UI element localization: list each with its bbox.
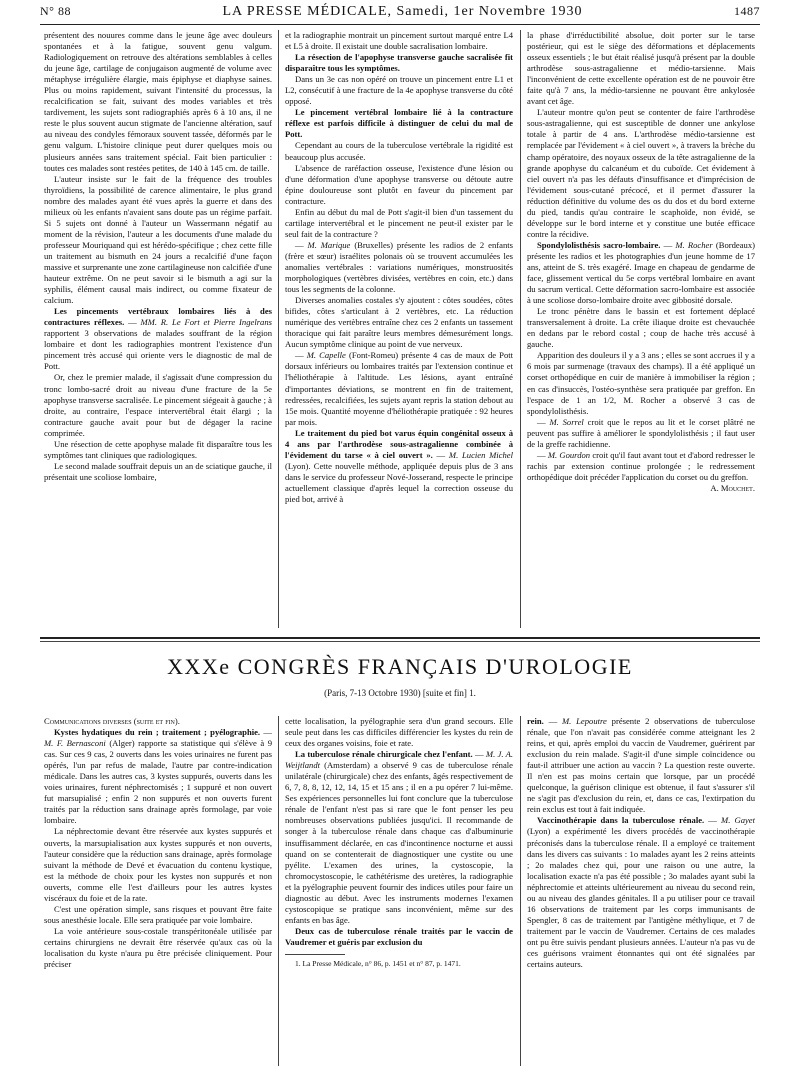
page-number-right: 1487 (733, 4, 760, 18)
author-name: M. Marique (307, 239, 351, 250)
article-title: Les pincements vertébraux lombaires liés à des contractures réflexes. (44, 306, 272, 328)
signature: A. Mouchet. (710, 482, 755, 493)
paragraph-text: croit que le repos au lit et le corset plâtré ne peuvent pas suffire à améliorer le spondylolisthésis ; il faut user de la greffe rachidienne. (527, 416, 755, 449)
running-header (40, 4, 760, 24)
paragraph: — M. Sorrel croit que le repos au lit et le corset plâtré ne peuvent pas suffire à améliorer le spondylolisthésis ; il faut user de la greffe rachidienne. (527, 416, 755, 449)
paragraph: présentent des nouures comme dans le jeune âge avec douleurs spontanées et à la fatigue, souvent genu valgum. Radiologiquement on retrouve des altérations semblables à celles du jeune âge, cartilage de conjugaison augmenté de volume avec métaphyse irrégulière élargie, mais épiphyse et diaphyse saines. Plus ou moins rapidement, suivant l'intensité du processus, la recalcification se fait, suivant des modes variables et très tardivement, les sujets sont radiographiés après 6 à 10 ans, il ne reste le plus souvent aucun stigmate de l'ancienne altération, sauf au niveau des condyles fémoraux souvent tassée, déformés par le genu valgum. L'histoire clinique peut durer quelques mois ou plusieurs années sans traitement spécial. Fait bien particulier : toutes ces malades sont restées petites, de 140 à 145 cm. de taille. (44, 30, 272, 173)
paragraph-text: (Lyon) a expérimenté les divers procédés de vaccinothérapie préconisés dans la tuberculose rénale. Il a employé ce traitement dans les divers cas suivants : 1o malades ayant les 2 reins atteints ; 2o malades chez qui, pour une raison ou une autre, la localisation exacte n'a pas été possible ; 3o malades ayant subi la néphrectomie et atteints ultérieurement au niveau du second rein, ou au niveau des glandes génitales. Il a pu utiliser pour ce travail 16 observations de traitement par les corps immunisants de Spengler, 8 cas de traitement par l'antigène méthylique, et 7 de traitement par le vaccin de Vaudremer. Certains de ces malades ont pu être suivis pendant plusieurs années. L'auteur n'a pas vu de ces guérisons vraiment étonnantes qui ont été signalées par certains auteurs. (527, 826, 755, 970)
paragraph: La tuberculose rénale chirurgicale chez l'enfant. — M. J. A. Weijtlandt (Amsterdam) a observé 9 cas de tuberculose rénale unilatérale (chirurgicale) chez des enfants, âgés respectivement de 6, 7, 8, 8, 12, 12, 14, 15 et 15 ans ; il en a pu opérer 7 lui-même. Ses expériences personnelles lui font conclure que la tuberculose rénale de l'enfant n'est pas si rare que le font penser les peu nombreuses observations publiées jusqu'ici. Il recommande de songer à la tuberculose rénale dans chaque cas d'albuminurie insuffisamment déclarée, en cas d'incontinence nocturne et aussi quand on se contenterait de diagnostiquer une cystite ou une pyélite. L'examen des urines, la cystoscopie, la chromocystoscopie, le cathétérisme des uretères, la radiographie et la pyélographie peuvent fournir des indices utiles pour faire un diagnostic au début. Avec les instruments modernes l'examen cystoscopique se pratique sans inconvénient, même sur des enfants en bas âge. (285, 749, 513, 925)
author-name: M. Lepoutre (562, 716, 607, 726)
paragraph: Dans un 3e cas non opéré on trouve un pincement entre L1 et L2, consécutif à une fracture de la 4e apophyse transverse du côté opposé. (285, 74, 513, 107)
footnote-rule (285, 954, 345, 955)
author-name: M. J. A. Weijtlandt (285, 749, 513, 771)
paragraph: Apparition des douleurs il y a 3 ans ; elles se sont accrues il y a 6 mois par surmenage (travaux des champs). Il a été appliqué un corset orthopédique en cuir de manière à immobiliser la région ; en cas d'insuccès, l'ostéo-synthèse sera pratiquée par greffon. En l'espace de 1 an 1/2, M. Rocher a observé 3 cas de spondylolisthésis. (527, 350, 755, 416)
paragraph: — M. Gourdon croit qu'il faut avant tout et d'abord redresser le rachis par extension continue prolongée ; le redressement orthopédique doit précéder l'application du corset ou du greffon. (527, 449, 755, 482)
section-rule (40, 637, 760, 639)
author-name: M. F. Bernasconi (44, 738, 106, 749)
paragraph: C'est une opération simple, sans risques et pouvant être faite sous anesthésie locale. Elle sera pratiquée par voie lombaire. (44, 903, 272, 925)
top-column-3 (527, 30, 755, 630)
journal-title: LA PRESSE MÉDICALE, Samedi, 1er Novembre 1930 (222, 4, 583, 19)
paragraph-text: (Amsterdam) a observé 9 cas de tuberculose rénale unilatérale (chirurgicale) chez des enfants, âgés respectivement de 6, 7, 8, 8, 12, 12, 14, 15 et 15 ans ; il en a pu opérer 7 lui-même. Ses expériences personnelles lui font conclure que la tuberculose rénale de l'enfant n'est pas si rare que le font penser les peu nombreuses observations publiées jusqu'ici. Il recommande de songer à la tuberculose rénale dans chaque cas d'albuminurie insuffisamment déclarée, en cas d'incontinence nocturne et aussi quand on se contenterait de diagnostiquer une cystite ou une pyélite. L'examen des urines, la cystoscopie, la chromocystoscopie, le cathétérisme des uretères, la radiographie et la pyélographie peuvent fournir des indices utiles pour faire un diagnostic au début. Avec les instruments modernes l'examen cystoscopique se pratique sans inconvénient, même sur des enfants en bas âge. (285, 760, 513, 925)
author-name: M. Gayet (721, 815, 755, 826)
paragraph: L'absence de raréfaction osseuse, l'existence d'une lésion ou d'une déformation d'une apophyse transverse ou détoute autre épine douloureuse sont plutôt en faveur du pincement par contracture. (285, 162, 513, 206)
bottom-column-1 (44, 716, 272, 1068)
page-number-left: N° 88 (40, 4, 71, 18)
column-divider (520, 30, 521, 628)
paragraph-text: croit qu'il faut avant tout et d'abord redresser le rachis par extension continue prolongée ; le redressement orthopédique doit précéder l'application du corset ou du greffon. (527, 449, 755, 482)
article-title: rein. (527, 716, 544, 726)
paragraph: Le second malade souffrait depuis un an de sciatique gauche, il présentait une scoliose lombaire, (44, 460, 272, 482)
author-name: MM. R. Le Fort et Pierre Ingelrans (140, 317, 272, 328)
paragraph-text: (Font-Romeu) présente 4 cas de maux de Pott dorsaux inférieurs ou lombaires traités par l'extension continue et l'héliothérapie à l'altitude. Les lésions, ayant entraîné d'importantes déviations, se montrent en fin de traitement, redressées, recalcifiées, les sujets ayant repris la station debout au 15e mois. Quantité moyenne d'héliothérapie pratiquée : 92 heures par mois. (285, 350, 513, 427)
section-rule-thin (40, 641, 760, 642)
paragraph: La résection de l'apophyse transverse gauche sacralisée fit disparaître tous les symptômes. (285, 52, 513, 74)
column-divider (520, 716, 521, 1066)
congress-subtitle: (Paris, 7-13 Octobre 1930) [suite et fin] 1. (324, 688, 476, 698)
paragraph: Cependant au cours de la tuberculose vertébrale la rigidité est beaucoup plus accusée. (285, 140, 513, 162)
paragraph: cette localisation, la pyélographie sera d'un grand secours. Elle seule peut dans les cas difficiles différencier les kystes du rein de ceux des organes voisins, foie et rate. (285, 716, 513, 749)
paragraph: L'auteur insiste sur le fait de la fréquence des troubles thyroïdiens, la possibilité de carence alimentaire, le plus grand nombre des malades ayant été vues après la guerre et dans des milieux où les enfants n'avaient sans doute pas un régime parfait. Si 5 sujets ont donné à l'auteur un Wassermann négatif au moment de la révision, l'auteur a les documents d'une malade du professeur Mouriquand qui est hérédo-spécifique ; chez cette fille un traitement au bismuth en 24 jours a recalcifié d'une façon massive et surprenante une zone cartilagineuse non calcifiée d'une hauteur extrême. On ne peut savoir si le bismuth a agi sur la syphilis, élément causal mais indirect, ou comme fixateur de calcium. (44, 173, 272, 306)
author-name: M. Sorrel (549, 416, 584, 427)
author-name: M. Gourdon (547, 449, 591, 460)
congress-title: XXXe CONGRÈS FRANÇAIS D'UROLOGIE (167, 654, 633, 679)
paragraph: Enfin au début du mal de Pott s'agit-il bien d'un tassement du cartilage intervertébral et le pincement ne peut-il exister par le seul fait de la contracture ? (285, 206, 513, 239)
paragraph: Or, chez le premier malade, il s'agissait d'une compression du tronc lombo-sacré droit au niveau d'une fracture de la 5e apophyse transverse sacralisée. Le pincement siégeait à gauche ; à droite, au contraire, l'espace intervertébral était élargi ; la contracture gauche avait pour but de dégager la racine comprimée. (44, 372, 272, 438)
paragraph-text: (Lyon). Cette nouvelle méthode, appliquée depuis plus de 3 ans dans le service du professeur Nové-Josserand, respecte le principe actuellement classique d'après lequel la correction osseuse du pied bot, arrivé à (285, 460, 513, 504)
paragraph: — M. Capelle (Font-Romeu) présente 4 cas de maux de Pott dorsaux inférieurs ou lombaires traités par l'extension continue et l'héliothérapie à l'altitude. Les lésions, ayant entraîné d'importantes déviations, se montrent en fin de traitement, redressées, recalcifiées, les sujets ayant repris la station debout au 15e mois. Quantité moyenne d'héliothérapie pratiquée : 92 heures par mois. (285, 350, 513, 427)
paragraph-text: rapportent 3 observations de malades souffrant de la région lombaire et dont les radiographies montrent l'existence d'un pincement très accusé qui oriente vers le diagnostic de mal de Pott. (44, 328, 272, 372)
paragraph: L'auteur montre qu'on peut se contenter de faire l'arthrodèse sous-astragalienne, qui est susceptible de donner une ankylose totale à partir de 4 ans. L'arthrodèse médio-tarsienne est remplacée par l'évidement « à ciel ouvert », à travers la brèche du champ opératoire, des noyaux osseux de la tête astragalienne de la grande apophyse du calcanéum et du cuboïde. Cet évidement à ciel ouvert n'a pas les défauts d'insuffisance et d'imprécision de l'évidement sous-cutané précocé, et il permet d'assurer la réduction définitive du volume des os du dos et du bord externe du pied, tandis qu'au contraire le scaphoïde, non évidé, se développe sur le bord interne et y constitue une butée efficace contre la récidive. (527, 107, 755, 239)
author-name: M. Capelle (306, 350, 346, 361)
paragraph-text: (Bordeaux) présente les radios et les photographies d'un jeune homme de 17 ans, atteint de S. très exagéré. Image en chapeau de gendarme de face, glissement vertical du 5e corps vertébral lombaire en avant du sacrum vertical. Cette déformation sacro-lombaire est associée à une scoliose dorso-lombaire droite avec gibbosité dorsale. (527, 239, 755, 306)
article-title: Deux cas de tuberculose rénale traités par le vaccin de Vaudremer et guéris par exclusion du (285, 925, 513, 947)
paragraph: rein. — M. Lepoutre présente 2 observations de tuberculose rénale, que l'on n'avait pas considérée comme atteignant les 2 reins, et qui, après emploi du vaccin de Vaudremer, guérirent par exclusion du rein malade. S'agit-il d'une simple coïncidence ou faut-il attribuer une action au vaccin ? La question reste ouverte. Il n'en est pas moins certain que lorsque, par un procédé quelconque, la guérison clinique est obtenue, il faut s'assurer s'il ne s'agit pas d'exclusion du rein, et, dans ce cas, l'extirpation du rein exclus est tout à fait indiquée. (527, 716, 755, 815)
top-column-2 (285, 30, 513, 630)
paragraph: Le tronc pénètre dans le bassin et est fortement déplacé transversalement à droite. La crête iliaque droite est chevauchée en dedans par le rebord costal ; coup de hache très accusé à gauche. (527, 306, 755, 350)
paragraph: — M. Marique (Bruxelles) présente les radios de 2 enfants (frère et sœur) israélites polonais où se trouvent accumulées les anomalies vertébrales : variations numériques, monstruosités morphologiques (vertèbres divisées, vertèbres en coin, etc.) dans tous les segments de la colonne. (285, 239, 513, 295)
paragraph: Spondylolisthésis sacro-lombaire. — M. Rocher (Bordeaux) présente les radios et les photographies d'un jeune homme de 17 ans, atteint de S. très exagéré. Image en chapeau de gendarme de face, glissement vertical du 5e corps vertébral lombaire en avant du sacrum vertical. Cette déformation sacro-lombaire est associée à une scoliose dorso-lombaire droite avec gibbosité dorsale. (527, 239, 755, 306)
author-name: M. Lucien Michel (448, 449, 513, 460)
column-divider (278, 30, 279, 628)
paragraph: La voie antérieure sous-costale transpéritonéale utilisée par certains chirurgiens ne devrait être réservée qu'aux cas où la localisation du kyste n'aura pu être précisée cliniquement. Pour préciser (44, 925, 272, 970)
top-column-1 (44, 30, 272, 630)
paragraph: Le traitement du pied bot varus équin congénital osseux à 4 ans par l'arthrodèse sous-astragalienne combinée à l'évidement du tarse « à ciel ouvert ». — M. Lucien Michel (Lyon). Cette nouvelle méthode, appliquée depuis plus de 3 ans dans le service du professeur Nové-Josserand, respecte le principe actuellement classique d'après lequel la correction osseuse du pied bot, arrivé à (285, 427, 513, 504)
author-name: M. Rocher (675, 239, 713, 250)
paragraph: Vaccinothérapie dans la tuberculose rénale. — M. Gayet (Lyon) a expérimenté les divers procédés de vaccinothérapie préconisés dans la tuberculose rénale. Il a employé ce traitement dans les divers cas suivants : 1o malades ayant les 2 reins atteints ; 2o malades chez qui, pour une raison ou une autre, la localisation exacte n'a pas été possible ; 3o malades ayant subi la néphrectomie et atteints ultérieurement au niveau du second rein, ou au niveau des glandes génitales. Il a pu utiliser pour ce travail 16 observations de traitement par les corps immunisants de Spengler, 8 cas de traitement par l'antigène méthylique, et 7 de traitement par le vaccin de Vaudremer. Certains de ces malades ont pu être suivis pendant plusieurs années. L'auteur n'a pas vu de ces guérisons vraiment étonnantes qui ont été signalées par certains auteurs. (527, 815, 755, 970)
section-heading: Communications diverses (suite et fin). (44, 716, 180, 726)
article-title: Kystes hydatiques du rein ; traitement ; pyélographie. (54, 727, 261, 738)
paragraph: Kystes hydatiques du rein ; traitement ; pyélographie. — M. F. Bernasconi (Alger) rapporte sa statistique qui s'élève à 9 cas. Sur ces 9 cas, 2 ouverts dans les voies urinaires ne furent pas opérés, l'un par refus de malade, l'autre par contre-indication médicale. Dans les autres cas, 3 kystes suppurés, ouverts dans les voies urinaires, furent néphrectomisés ; 1 suppuré et non ouvert fut marsupialisé ; enfin 2 non suppurés et non ouverts furent traités par la réduction sans drainage après formolage, par voie lombaire. (44, 727, 272, 826)
paragraph: et la radiographie montrait un pincement surtout marqué entre L4 et L5 à droite. Il existait une double sacralisation lombaire. (285, 30, 513, 52)
column-divider (278, 716, 279, 1066)
bottom-column-3 (527, 716, 755, 1068)
paragraph: Une résection de cette apophyse malade fit disparaître tous les symptômes tant cliniques que radiologiques. (44, 438, 272, 460)
paragraph: Diverses anomalies costales s'y ajoutent : côtes soudées, côtes bifides, côtes s'articulant à 2 vertèbres, etc. La réduction numérique des vertèbres entraîne chez ces 2 enfants un tassement thoracique qui fait paraître leurs membres démesurément longs. Aucun symptôme clinique au point de vue nerveux. (285, 295, 513, 350)
article-title: Vaccinothérapie dans la tuberculose rénale. (537, 815, 705, 826)
article-title: Spondylolisthésis sacro-lombaire. (537, 239, 661, 250)
article-title: La tuberculose rénale chirurgicale chez l'enfant. (295, 749, 473, 760)
paragraph: La néphrectomie devant être réservée aux kystes suppurés et ouverts, la marsupialisation aux kystes suppurés et non ouverts, l'auteur considère que la réduction sans drainage, après formolage suivant la méthode de Devé et évacuation du contenu kystique, est la méthode de choix pour les kystes non suppurés et non ouverts, comme elle l'est d'ailleurs pour les autres kystes viscéraux du foie et de la rate. (44, 826, 272, 903)
footnote: 1. La Presse Médicale, n° 86, p. 1451 et n° 87, p. 1471. (295, 958, 461, 968)
paragraph-text: présente 2 observations de tuberculose rénale, que l'on n'avait pas considérée comme atteignant les 2 reins, et qui, après emploi du vaccin de Vaudremer, guérirent par exclusion du rein malade. S'agit-il d'une simple coïncidence ou faut-il attribuer une action au vaccin ? La question reste ouverte. Il n'en est pas moins certain que lorsque, par un procédé quelconque, la guérison clinique est obtenue, il faut s'assurer s'il ne s'agit pas d'exclusion du rein, et, dans ce cas, l'extirpation du rein exclus est tout à fait indiquée. (527, 716, 755, 815)
paragraph: Le pincement vertébral lombaire lié à la contracture réflexe est parfois difficile à distinguer de celui du mal de Pott. (285, 107, 513, 140)
header-rule (40, 24, 760, 25)
paragraph-text: (Alger) rapporte sa statistique qui s'élève à 9 cas. Sur ces 9 cas, 2 ouverts dans les voies urinaires ne furent pas opérés, l'un par refus de malade, l'autre par contre-indication médicale. Dans les autres cas, 3 kystes suppurés, ouverts dans les voies urinaires, furent néphrectomisés ; 1 suppuré et non ouvert fut marsupialisé ; enfin 2 non suppurés et non ouverts furent traités par la réduction sans drainage après formolage, par voie lombaire. (44, 738, 272, 826)
paragraph-text: (Bruxelles) présente les radios de 2 enfants (frère et sœur) israélites polonais où se trouvent accumulées les anomalies vertébrales : variations numériques, monstruosités morphologiques (vertèbres divisées, vertèbres en coin, etc.) dans tous les segments de la colonne. (285, 239, 513, 295)
bottom-column-2 (285, 716, 513, 1068)
article-title: Le traitement du pied bot varus équin congénital osseux à 4 ans par l'arthrodèse sous-astragalienne combinée à l'évidement du tarse « à ciel ouvert ». (285, 427, 513, 460)
paragraph: la phase d'irréductibilité absolue, doit porter sur le tarse postérieur, qui est le siège des déformations et déplacements osseux essentiels ; le but était réalisé jusqu'à présent par la double arthrodèse sous-astragalienne et médio-tarsienne. Mais l'inconvénient de cette excellente opération est de ne pouvoir être faite qu'à 7 ans, la médio-tarsienne ne pouvant être ankylosée avant cet âge. (527, 30, 755, 107)
paragraph: Les pincements vertébraux lombaires liés à des contractures réflexes. — MM. R. Le Fort et Pierre Ingelrans rapportent 3 observations de malades souffrant de la région lombaire et dont les radiographies montrent l'existence d'un pincement très accusé qui oriente vers le diagnostic de mal de Pott. (44, 306, 272, 372)
